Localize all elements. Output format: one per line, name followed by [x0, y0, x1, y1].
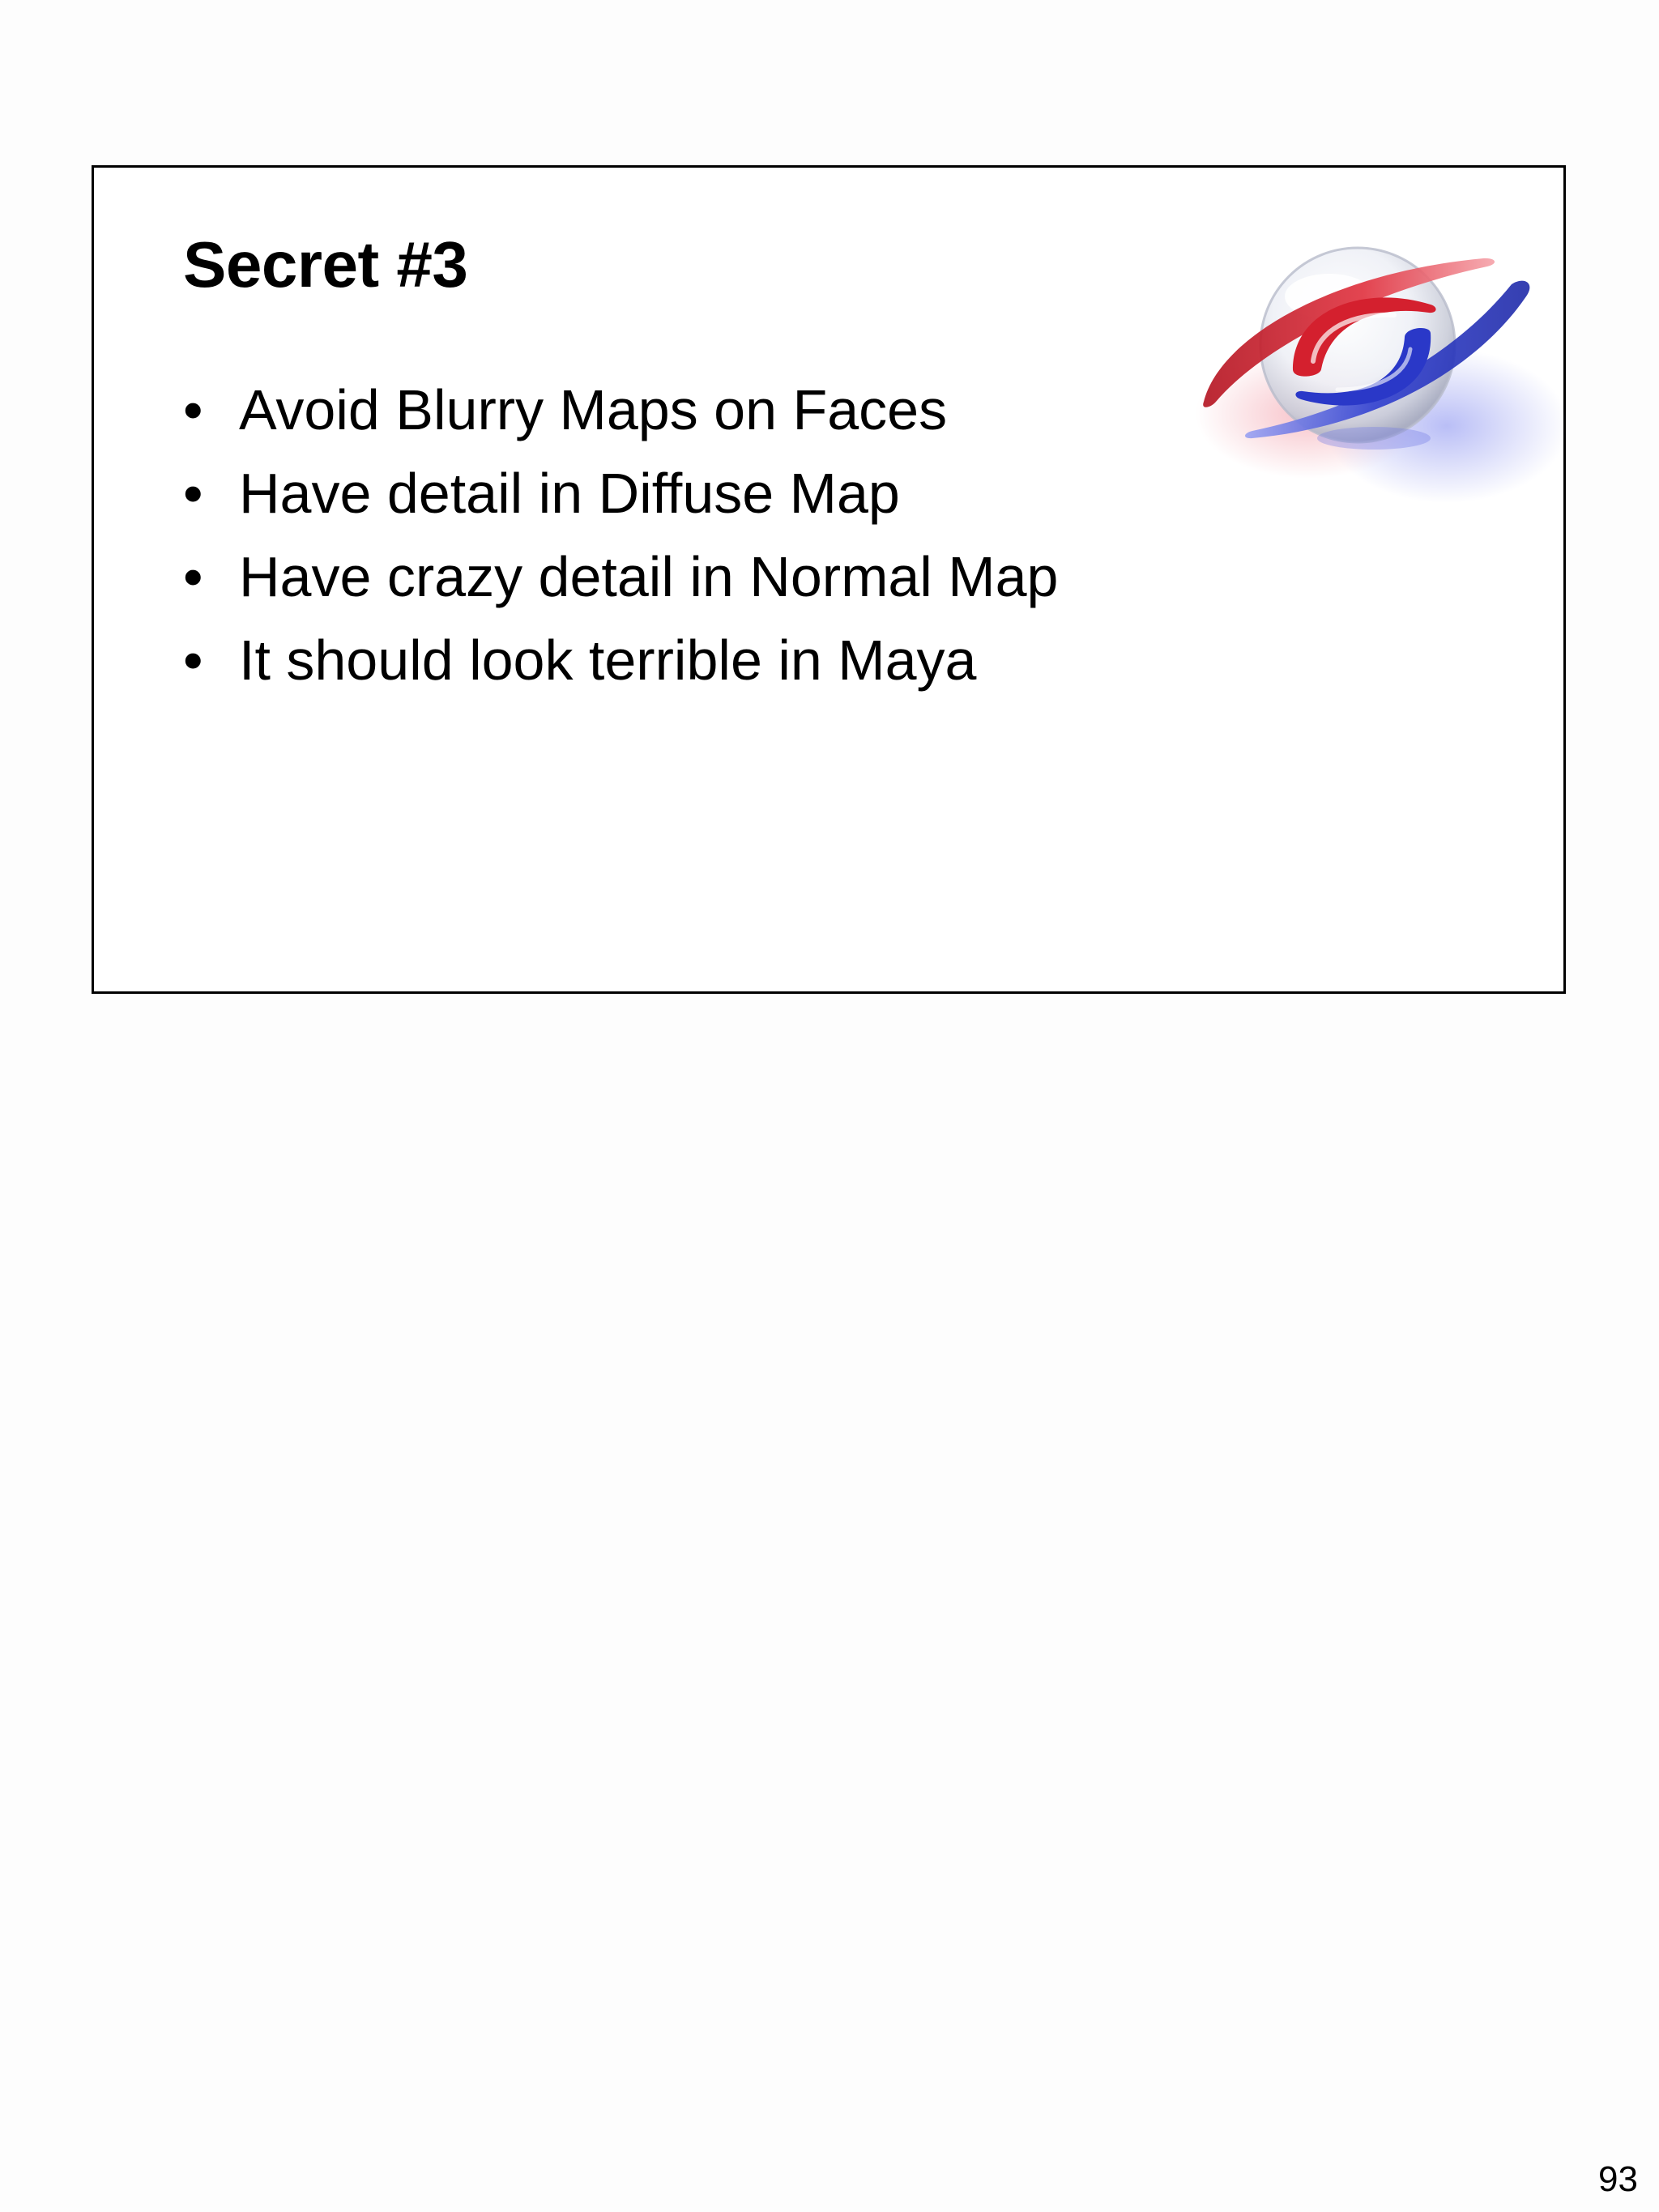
page-number: 93 [1598, 2159, 1638, 2199]
bullet-item: • It should look terrible in Maya [183, 619, 1058, 702]
bullet-list [183, 369, 1058, 702]
swirl-sphere-logo-icon [1171, 195, 1576, 535]
bullet-item: • Have detail in Diffuse Map [183, 452, 1058, 535]
bullet-item: • Avoid Blurry Maps on Faces [183, 369, 1058, 452]
slide-frame [92, 165, 1566, 994]
bullet-item: • Have crazy detail in Normal Map [183, 535, 1058, 619]
slide-title: Secret #3 [183, 228, 468, 300]
